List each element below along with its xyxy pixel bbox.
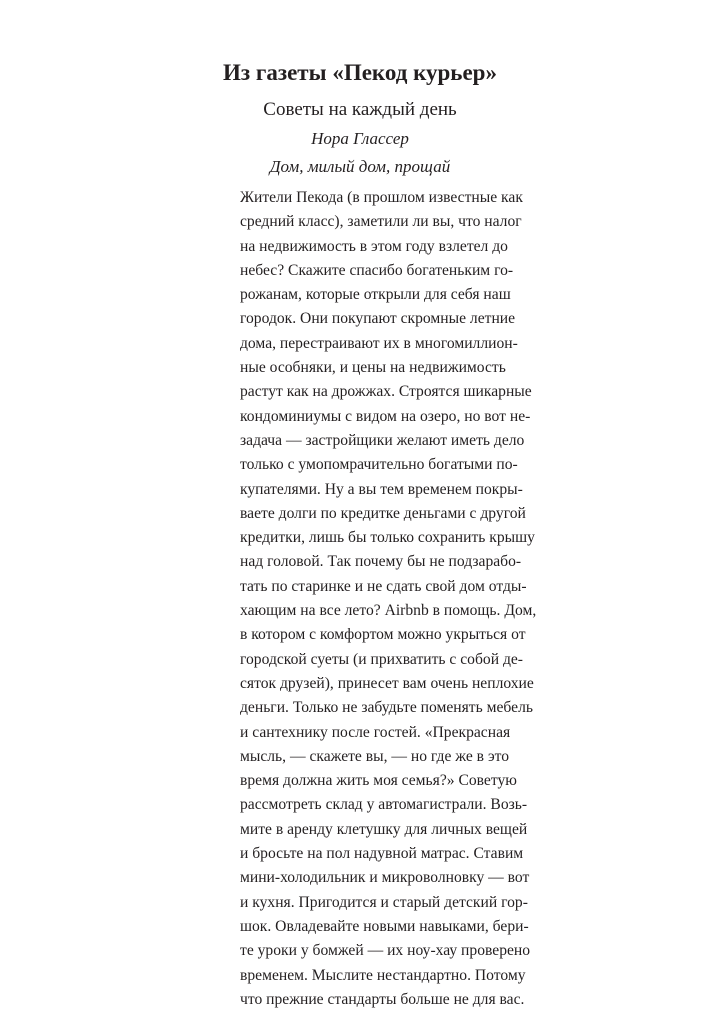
article-line: городской суеты (и прихватить с собой де- xyxy=(240,650,523,668)
article-line: рожанам, которые открыли для себя наш xyxy=(240,286,511,304)
article-line: дома, перестраивают их в многомиллион- xyxy=(240,334,518,352)
article-line: только с умопомрачительно богатыми по- xyxy=(240,456,518,474)
article-line: сяток друзей), принесет вам очень неплохие xyxy=(240,674,534,692)
article-line: над головой. Так почему бы не подзарабо- xyxy=(240,553,522,571)
article-line: шок. Овладевайте новыми навыками, бери- xyxy=(240,917,529,935)
article-line: что прежние стандарты больше не для вас. xyxy=(240,990,525,1008)
article-line: на недвижимость в этом году взлетел до xyxy=(240,237,508,255)
section-subtitle: Советы на каждый день xyxy=(263,99,457,120)
article-line: хающим на все лето? Airbnb в помощь. Дом, xyxy=(240,602,537,620)
article-line: задача — застройщики желают иметь дело xyxy=(240,431,525,449)
article-line: и бросьте на пол надувной матрас. Ставим xyxy=(240,845,524,863)
article-line: купателями. Ну а вы тем временем покры- xyxy=(240,480,523,498)
article-line: и кухня. Пригодится и старый детский гор- xyxy=(240,893,528,911)
article-line: в котором с комфортом можно укрыться от xyxy=(240,626,526,644)
article-line: Жители Пекода (в прошлом известные как xyxy=(240,189,523,206)
article-line: растут как на дрожжах. Строятся шикарные xyxy=(240,383,532,401)
article-line: тать по старинке и не сдать свой дом отды- xyxy=(240,577,527,595)
author-name: Нора Глассер xyxy=(311,129,409,148)
article-line: время должна жить моя семья?» Советую xyxy=(240,772,517,790)
page-title: Из газеты «Пекод курьер» xyxy=(223,60,497,85)
article-line: средний класс), заметили ли вы, что налог xyxy=(240,213,522,231)
article-line: кондоминиумы с видом на озеро, но вот не- xyxy=(240,407,531,425)
article-line: и сантехнику после гостей. «Прекрасная xyxy=(240,723,511,741)
article-line: те уроки у бомжей — их ноу-хау проверено xyxy=(240,942,531,960)
article-line: небес? Скажите спасибо богатеньким го- xyxy=(240,261,514,279)
article-line: ваете долги по кредитке деньгами с другой xyxy=(240,504,526,522)
article-line: рассмотреть склад у автомагистрали. Возь- xyxy=(240,796,528,814)
column-title: Дом, милый дом, прощай xyxy=(269,157,451,176)
article-line: временем. Мыслите нестандартно. Потому xyxy=(240,966,526,984)
article-line: городок. Они покупают скромные летние xyxy=(240,310,516,328)
article-line: кредитки, лишь бы только сохранить крышу xyxy=(240,529,535,547)
article-line: мысль, — скажете вы, — но где же в это xyxy=(240,747,510,765)
article-line: мите в аренду клетушку для личных вещей xyxy=(240,820,528,838)
article-line: мини-холодильник и микроволновку — вот xyxy=(240,869,530,887)
article-line: деньги. Только не забудьте поменять мебель xyxy=(240,699,533,717)
article-body xyxy=(240,186,537,1012)
article-line: ные особняки, и цены на недвижимость xyxy=(240,359,506,377)
